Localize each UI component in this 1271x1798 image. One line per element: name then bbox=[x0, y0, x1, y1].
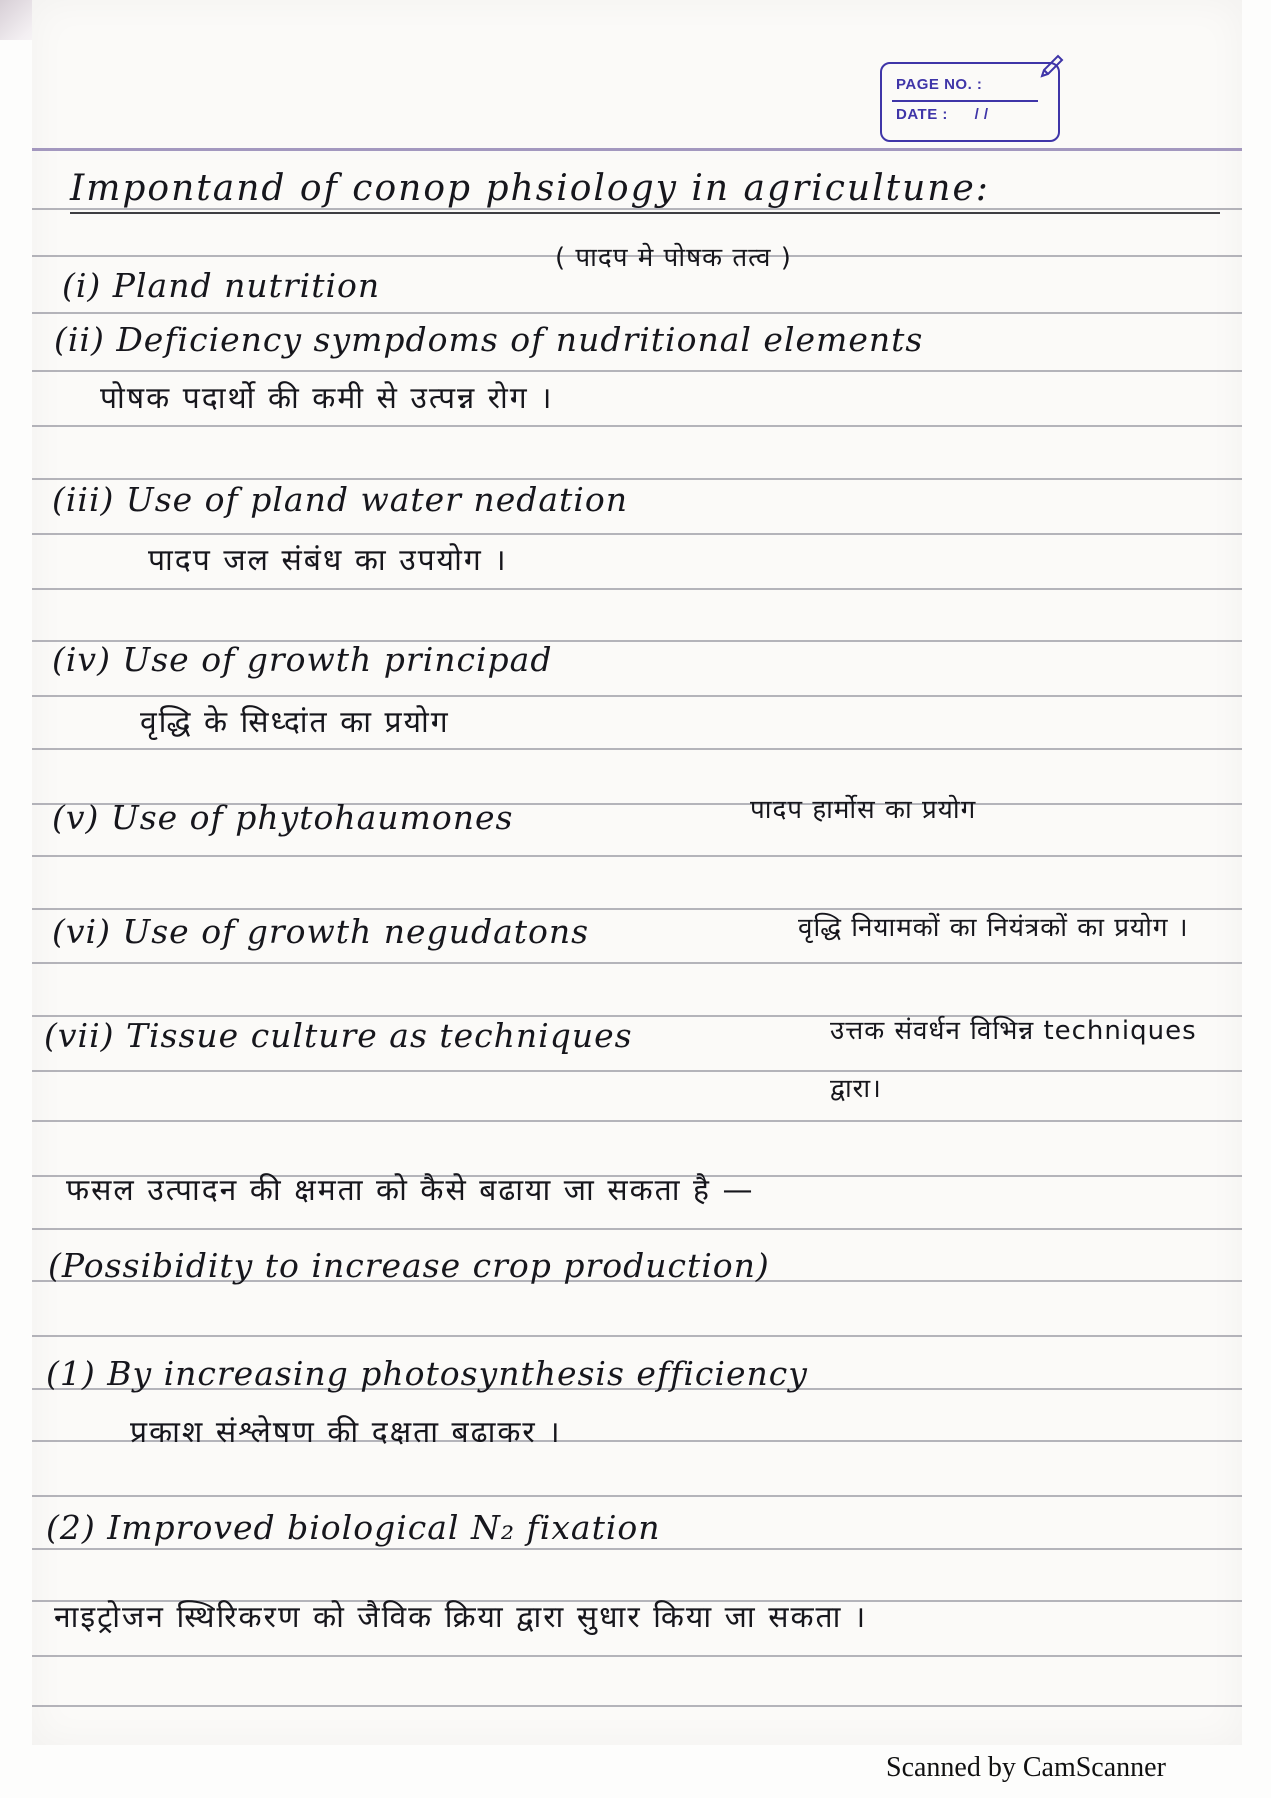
item-4-english: (iv) Use of growth principad bbox=[52, 640, 553, 679]
ruled-line bbox=[32, 1335, 1242, 1337]
page-title: Impontand of conop phsiology in agricultune: bbox=[70, 168, 990, 209]
page-no-label: PAGE NO. : bbox=[896, 76, 983, 93]
item-3-english: (iii) Use of pland water nedation bbox=[52, 480, 628, 519]
point-1-hindi: प्रकाश संश्लेषण की दक्षता बढाकर । bbox=[130, 1415, 562, 1450]
item-1-hindi: ( पादप मे पोषक तत्व ) bbox=[555, 243, 792, 273]
ruled-line bbox=[32, 370, 1242, 372]
ruled-line bbox=[32, 748, 1242, 750]
item-5-english: (v) Use of phytohaumones bbox=[52, 798, 514, 837]
ruled-line bbox=[32, 1705, 1242, 1707]
title-underline bbox=[70, 212, 1220, 214]
ruled-line bbox=[32, 1495, 1242, 1497]
ruled-line bbox=[32, 1655, 1242, 1657]
item-3-hindi: पादप जल संबंध का उपयोग । bbox=[148, 543, 508, 578]
item-1-english: (i) Pland nutrition bbox=[62, 266, 381, 305]
ruled-line bbox=[32, 425, 1242, 427]
point-2-english: (2) Improved biological N₂ fixation bbox=[46, 1508, 661, 1547]
point-2-hindi: नाइट्रोजन स्थिरिकरण को जैविक क्रिया द्वारा सुधार किया जा सकता । bbox=[54, 1600, 868, 1635]
ruled-line bbox=[32, 1120, 1242, 1122]
date-label-text: DATE : bbox=[896, 106, 948, 123]
page-box-divider bbox=[892, 100, 1038, 102]
item-7-hindi: उत्तक संवर्धन विभिन्न techniques द्वारा। bbox=[830, 1016, 1197, 1104]
ruled-line bbox=[32, 695, 1242, 697]
item-2-english: (ii) Deficiency sympdoms of nudritional elements bbox=[54, 320, 924, 359]
ruled-line bbox=[32, 533, 1242, 535]
item-7-english: (vii) Tissue culture as techniques bbox=[44, 1016, 633, 1055]
item-2-hindi: पोषक पदार्थो की कमी से उत्पन्न रोग । bbox=[100, 381, 554, 416]
ruled-line bbox=[32, 588, 1242, 590]
item-4-hindi: वृद्धि के सिध्दांत का प्रयोग bbox=[140, 705, 450, 740]
date-label bbox=[896, 106, 989, 123]
ruled-line bbox=[32, 962, 1242, 964]
point-1-english: (1) By increasing photosynthesis efficiency bbox=[46, 1354, 808, 1393]
pencil-icon bbox=[1036, 52, 1066, 82]
item-5-hindi: पादप हार्मोस का प्रयोग bbox=[750, 795, 977, 825]
ruled-line bbox=[32, 1548, 1242, 1550]
header-rule bbox=[32, 148, 1242, 151]
section-2-hindi-heading: फसल उत्पादन की क्षमता को कैसे बढाया जा सकता है — bbox=[66, 1173, 755, 1208]
page-date-box bbox=[880, 62, 1060, 142]
ruled-line bbox=[32, 312, 1242, 314]
item-6-english: (vi) Use of growth negudatons bbox=[52, 912, 590, 951]
item-6-hindi: वृद्धि नियामकों का नियंत्रकों का प्रयोग । bbox=[798, 913, 1189, 943]
date-value: / / bbox=[974, 106, 989, 123]
ruled-line bbox=[32, 1228, 1242, 1230]
ruled-line bbox=[32, 855, 1242, 857]
scanner-watermark: Scanned by CamScanner bbox=[886, 1752, 1166, 1783]
section-2-english-heading: (Possibidity to increase crop production) bbox=[48, 1246, 770, 1285]
